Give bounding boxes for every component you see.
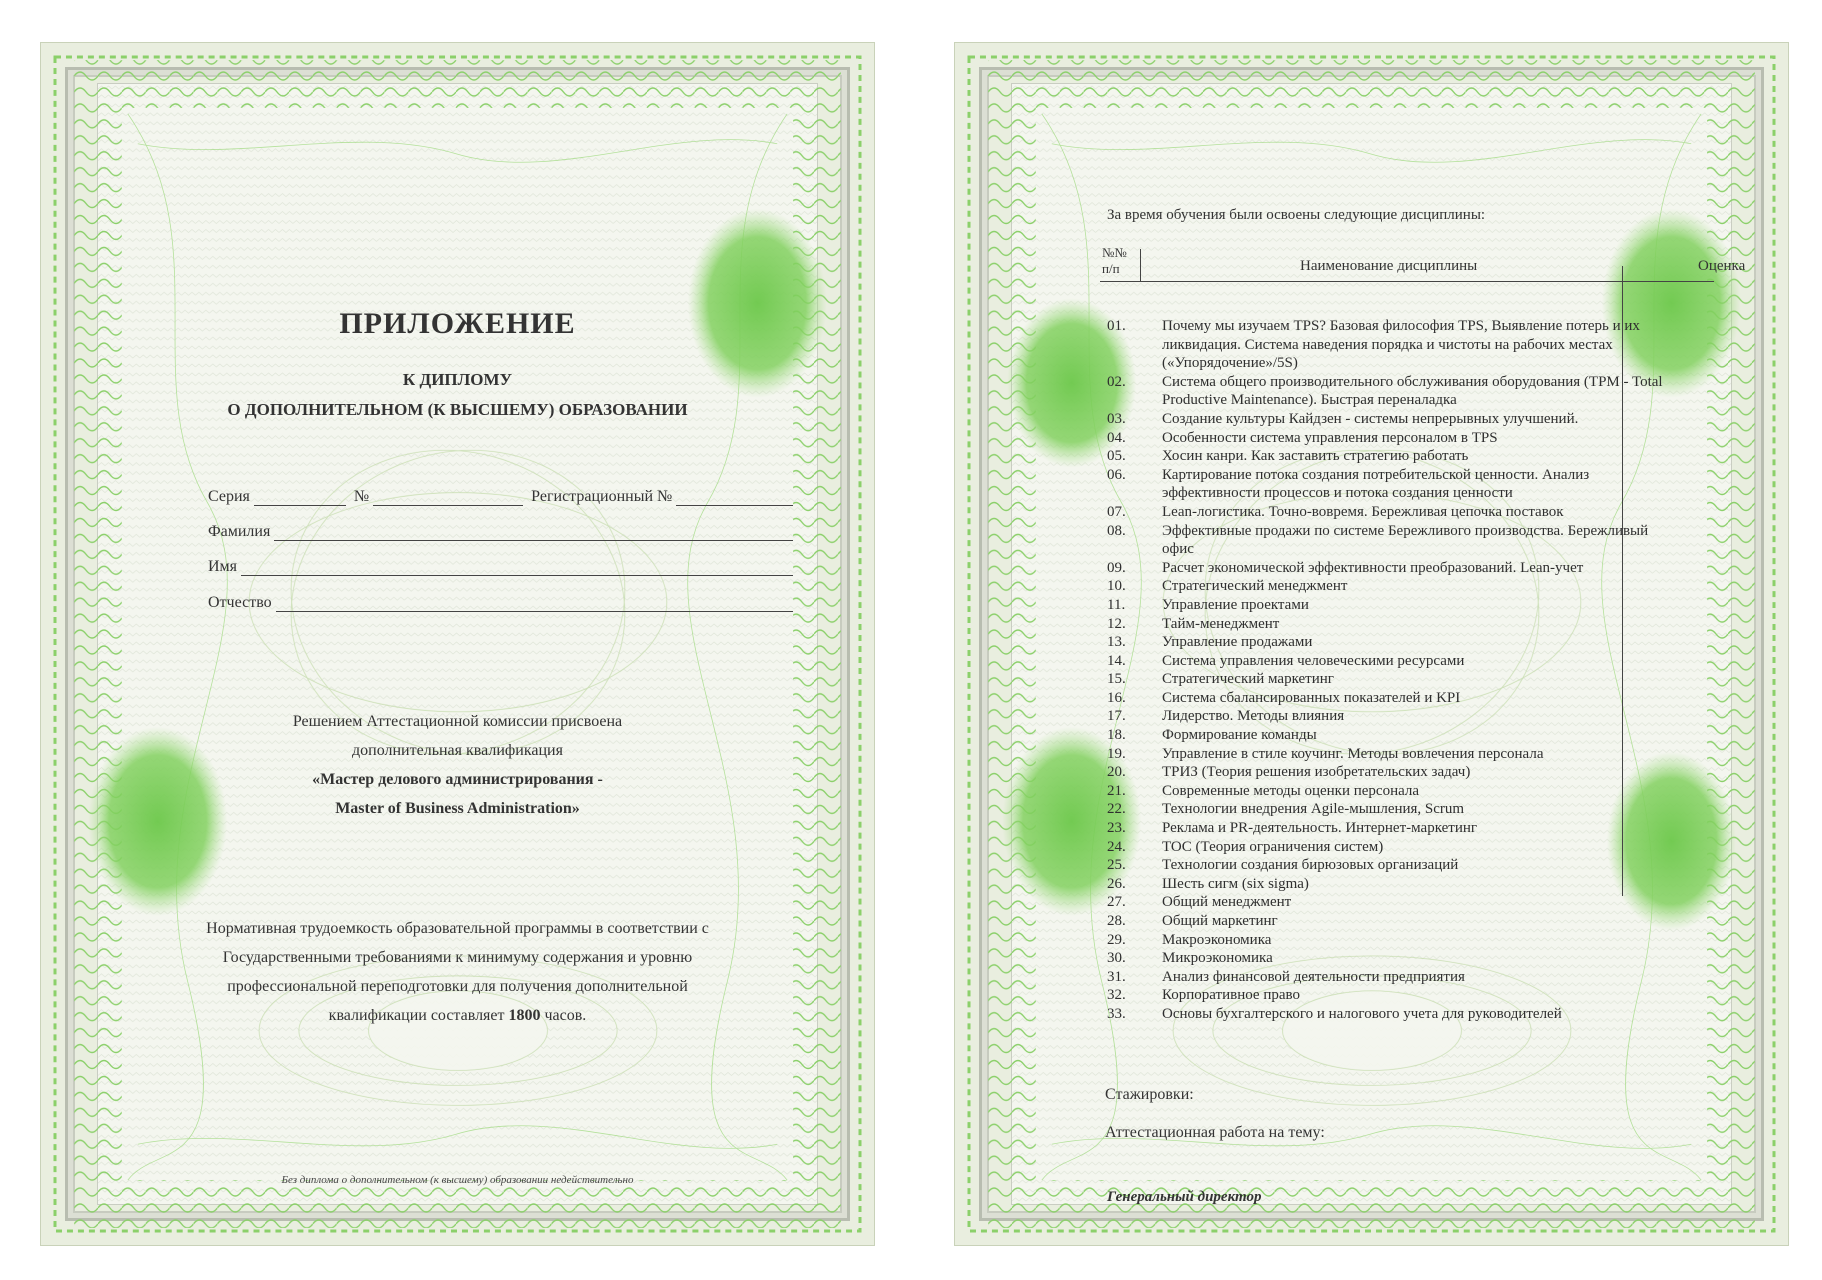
course-name: Система управления человеческими ресурсами bbox=[1162, 652, 1465, 669]
course-row bbox=[1107, 596, 1667, 615]
course-row bbox=[1107, 447, 1667, 466]
number-label: № bbox=[353, 488, 370, 505]
series-field[interactable] bbox=[254, 491, 346, 506]
name-row bbox=[208, 554, 793, 576]
course-name: Эффективные продажи по системе Бережливого производства. Бережливый офис bbox=[1162, 522, 1649, 558]
workload-hours: 1800 bbox=[508, 1007, 541, 1024]
course-number: 03. bbox=[1107, 410, 1126, 427]
surname-label: Фамилия bbox=[208, 523, 271, 540]
guilloche-panel bbox=[97, 83, 818, 1205]
header-discipline: Наименование дисциплины bbox=[1300, 258, 1478, 274]
course-row bbox=[1107, 912, 1667, 931]
course-number: 09. bbox=[1107, 559, 1126, 576]
course-row bbox=[1107, 893, 1667, 912]
validity-note: Без диплома о дополнительном (к высшему) образовании недействительно bbox=[281, 1174, 634, 1186]
course-number: 23. bbox=[1107, 820, 1126, 837]
course-name: Формирование команды bbox=[1162, 727, 1317, 744]
course-number: 22. bbox=[1107, 801, 1126, 818]
course-row bbox=[1107, 763, 1667, 782]
course-row bbox=[1107, 707, 1667, 726]
course-row bbox=[1107, 317, 1667, 373]
header-num bbox=[1102, 245, 1142, 277]
course-name: Система общего производительного обслуживания оборудования (TPM - Total Productive Maintenance). Быстрая переналадка bbox=[1162, 373, 1663, 409]
course-name: Управление в стиле коучинг. Методы вовлечения персонала bbox=[1162, 745, 1544, 762]
course-name: Управление проектами bbox=[1162, 596, 1309, 613]
appendix-title: ПРИЛОЖЕНИЕ bbox=[339, 307, 576, 340]
course-number: 11. bbox=[1107, 596, 1126, 613]
appendix-subtitle-1: К ДИПЛОМУ bbox=[402, 370, 513, 389]
surname-row bbox=[208, 519, 793, 541]
course-number: 30. bbox=[1107, 950, 1126, 967]
course-number: 27. bbox=[1107, 894, 1126, 911]
series-label: Серия bbox=[208, 488, 250, 505]
course-name: Анализ финансовой деятельности предприятия bbox=[1162, 968, 1465, 985]
appendix-page-left bbox=[40, 42, 875, 1246]
workload-prefix: квалификации составляет bbox=[328, 1007, 505, 1024]
patronymic-row bbox=[208, 590, 793, 612]
workload-suffix: часов. bbox=[544, 1007, 587, 1024]
course-number: 21. bbox=[1107, 782, 1126, 799]
name-label: Имя bbox=[208, 558, 238, 575]
course-row bbox=[1107, 503, 1667, 522]
course-number: 06. bbox=[1107, 466, 1126, 483]
course-number: 01. bbox=[1107, 318, 1126, 334]
course-row bbox=[1107, 522, 1667, 559]
course-name: Микроэкономика bbox=[1162, 950, 1273, 967]
course-number: 12. bbox=[1107, 615, 1126, 632]
patronymic-label: Отчество bbox=[208, 594, 272, 611]
course-row bbox=[1107, 689, 1667, 708]
course-number: 33. bbox=[1107, 1005, 1126, 1022]
course-row bbox=[1107, 559, 1667, 578]
name-field[interactable] bbox=[241, 561, 793, 576]
course-name: Расчет экономической эффективности преобразований. Lean-учет bbox=[1162, 559, 1584, 576]
workload-line-4 bbox=[128, 1001, 787, 1030]
course-name: Хосин канри. Как заставить стратегию работать bbox=[1162, 448, 1469, 465]
course-name: Основы бухгалтерского и налогового учета для руководителей bbox=[1162, 1005, 1562, 1022]
course-number: 05. bbox=[1107, 448, 1126, 465]
workload-line-3: профессиональной переподготовки для получения дополнительной bbox=[227, 978, 688, 995]
course-name: Почему мы изучаем TPS? Базовая философия TPS, Выявление потерь и их ликвидация. Система наведения порядка и чистоты на рабочих местах («Упорядочение»/5S) bbox=[1162, 318, 1640, 372]
header-num-line-2: п/п bbox=[1102, 261, 1120, 276]
surname-field[interactable] bbox=[274, 526, 793, 541]
workload-block bbox=[128, 914, 787, 1030]
course-row bbox=[1107, 875, 1667, 894]
signature-label: Генеральный директор bbox=[1107, 1189, 1262, 1205]
course-name: Общий менеджмент bbox=[1162, 894, 1292, 911]
course-number: 18. bbox=[1107, 727, 1126, 744]
course-name: Особенности система управления персоналом в TPS bbox=[1162, 429, 1498, 446]
course-number: 26. bbox=[1107, 875, 1126, 892]
course-row bbox=[1107, 1005, 1667, 1024]
course-row bbox=[1107, 466, 1667, 503]
qualification-title-ru: «Мастер делового администрирования - bbox=[312, 771, 603, 788]
course-name: Корпоративное право bbox=[1162, 987, 1301, 1004]
course-number: 14. bbox=[1107, 652, 1126, 669]
course-number: 24. bbox=[1107, 838, 1126, 855]
course-number: 20. bbox=[1107, 764, 1126, 781]
course-name: Система сбалансированных показателей и KPI bbox=[1162, 689, 1461, 706]
course-row bbox=[1107, 373, 1667, 410]
course-name: TOC (Теория ограничения систем) bbox=[1162, 838, 1384, 855]
course-name: Стратегический менеджмент bbox=[1162, 578, 1348, 595]
course-number: 16. bbox=[1107, 689, 1126, 706]
course-row bbox=[1107, 986, 1667, 1005]
patronymic-field[interactable] bbox=[276, 597, 793, 612]
course-number: 31. bbox=[1107, 968, 1126, 985]
number-field[interactable] bbox=[373, 491, 523, 506]
header-num-line-1: №№ bbox=[1102, 245, 1127, 260]
appendix-page-right bbox=[954, 42, 1789, 1246]
course-row bbox=[1107, 856, 1667, 875]
course-number: 28. bbox=[1107, 913, 1126, 929]
course-row bbox=[1107, 670, 1667, 689]
course-number: 08. bbox=[1107, 522, 1126, 539]
course-number: 25. bbox=[1107, 857, 1126, 874]
header-divider bbox=[1140, 249, 1141, 282]
course-row bbox=[1107, 633, 1667, 652]
course-name: Лидерство. Методы влияния bbox=[1162, 708, 1345, 725]
course-row bbox=[1107, 726, 1667, 745]
series-number-row bbox=[208, 484, 793, 506]
course-row bbox=[1107, 931, 1667, 950]
course-number: 19. bbox=[1107, 745, 1126, 762]
course-name: ТРИЗ (Теория решения изобретательских задач) bbox=[1162, 764, 1471, 781]
course-row bbox=[1107, 652, 1667, 671]
course-row bbox=[1107, 410, 1667, 429]
course-name: Картирование потока создания потребительской ценности. Анализ эффективности процессов и потока создания ценности bbox=[1162, 466, 1590, 502]
reg-number-label: Регистрационный № bbox=[531, 488, 673, 505]
qualification-block bbox=[168, 707, 747, 823]
course-number: 10. bbox=[1107, 578, 1126, 595]
reg-number-field[interactable] bbox=[676, 491, 793, 506]
header-grade: Оценка bbox=[1698, 258, 1746, 274]
course-row bbox=[1107, 782, 1667, 801]
course-name: Тайм-менеджмент bbox=[1162, 615, 1280, 632]
course-number: 13. bbox=[1107, 634, 1126, 651]
course-row bbox=[1107, 577, 1667, 596]
workload-line-1: Нормативная трудоемкость образовательной программы в соответствии с bbox=[206, 920, 709, 937]
course-name: Современные методы оценки персонала bbox=[1162, 782, 1420, 799]
thesis-label: Аттестационная работа на тему: bbox=[1105, 1124, 1325, 1141]
course-row bbox=[1107, 838, 1667, 857]
disciplines-intro: За время обучения были освоены следующие дисциплины: bbox=[1107, 207, 1486, 223]
appendix-subtitle-2: О ДОПОЛНИТЕЛЬНОМ (К ВЫСШЕМУ) ОБРАЗОВАНИИ bbox=[227, 400, 688, 419]
course-row bbox=[1107, 615, 1667, 634]
course-number: 17. bbox=[1107, 708, 1126, 725]
workload-line-2: Государственными требованиями к минимуму содержания и уровню bbox=[222, 949, 693, 966]
course-name: Технологии создания бирюзовых организаций bbox=[1162, 857, 1459, 874]
qualification-title-en: Master of Business Administration» bbox=[335, 800, 580, 817]
course-number: 15. bbox=[1107, 671, 1126, 688]
course-row bbox=[1107, 800, 1667, 819]
course-name: Управление продажами bbox=[1162, 634, 1313, 651]
course-name: Стратегический маркетинг bbox=[1162, 671, 1334, 688]
course-number: 02. bbox=[1107, 373, 1126, 390]
course-name: Технологии внедрения Agile-мышления, Scrum bbox=[1162, 801, 1465, 818]
qualification-line-1: Решением Аттестационной комиссии присвоена bbox=[292, 713, 623, 730]
course-row bbox=[1107, 745, 1667, 764]
internships-label: Стажировки: bbox=[1105, 1086, 1194, 1103]
course-name: Макроэкономика bbox=[1162, 931, 1272, 948]
course-number: 07. bbox=[1107, 503, 1126, 520]
course-row bbox=[1107, 949, 1667, 968]
guilloche-panel bbox=[1011, 83, 1746, 1205]
course-name: Реклама и PR-деятельность. Интернет-маркетинг bbox=[1162, 820, 1478, 837]
course-row bbox=[1107, 968, 1667, 987]
course-number: 32. bbox=[1107, 987, 1126, 1004]
course-number: 29. bbox=[1107, 931, 1126, 948]
course-name: Lean-логистика. Точно-вовремя. Бережливая цепочка поставок bbox=[1162, 503, 1564, 520]
course-number: 04. bbox=[1107, 429, 1126, 446]
course-name: Общий маркетинг bbox=[1162, 913, 1278, 929]
qualification-line-2: дополнительная квалификация bbox=[352, 742, 563, 759]
course-row bbox=[1107, 819, 1667, 838]
course-name: Создание культуры Кайдзен - системы непрерывных улучшений. bbox=[1162, 410, 1579, 427]
course-name: Шесть сигм (six sigma) bbox=[1162, 875, 1309, 892]
course-row bbox=[1107, 429, 1667, 448]
disciplines-list bbox=[1107, 317, 1667, 1024]
